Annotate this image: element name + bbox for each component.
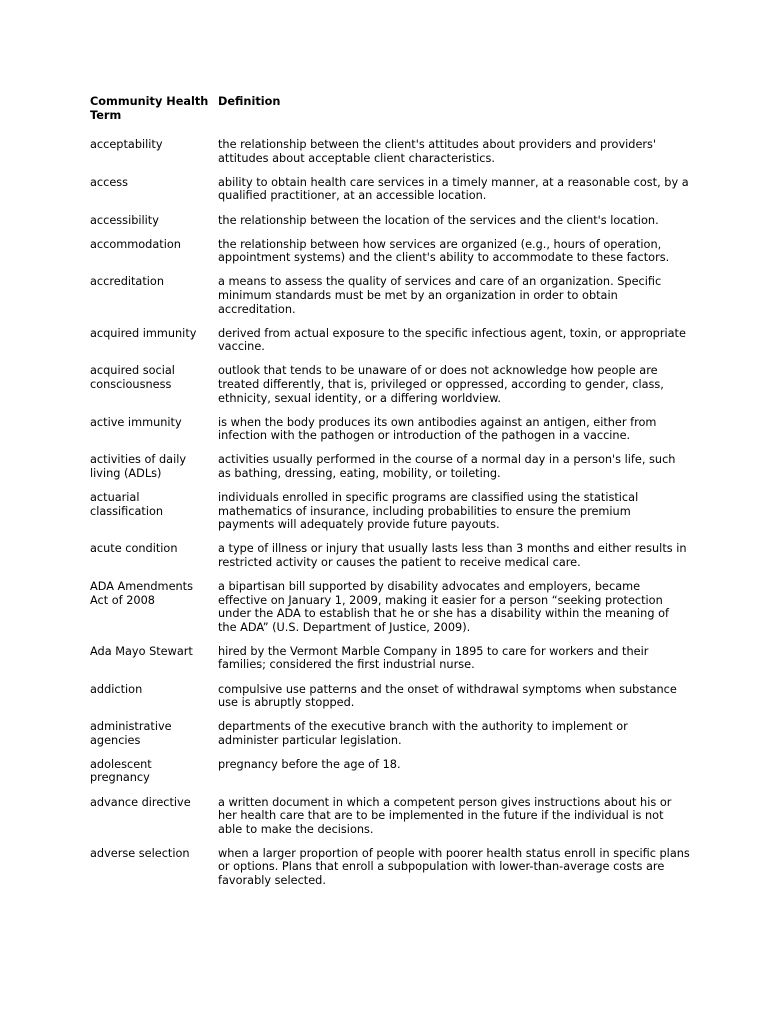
definition-cell: pregnancy before the age of 18.	[218, 757, 401, 771]
table-row	[90, 176, 690, 203]
definition-cell: the relationship between the client's attitudes about providers and providers' attitudes about acceptable client characteristics.	[218, 138, 657, 165]
table-row	[90, 238, 690, 265]
table-row	[90, 327, 690, 354]
term-column-header: Community Health Term	[90, 95, 209, 122]
definition-cell: is when the body produces its own antibodies against an antigen, either from infection with the pathogen or introduction of the pathogen in a vaccine.	[218, 415, 657, 443]
definition-cell: a written document in which a competent person gives instructions about his or her health care that are to be implemented in the future if the individual is not able to make the decisions.	[218, 795, 672, 836]
table-row	[90, 720, 690, 747]
table-row	[90, 138, 690, 165]
definition-column-header: Definition	[218, 95, 281, 108]
table-row	[90, 416, 690, 443]
definition-cell: activities usually performed in the course of a normal day in a person's life, such as bathing, dressing, eating, mobility, or toileting.	[218, 453, 676, 480]
definition-cell: ability to obtain health care services in a timely manner, at a reasonable cost, by a qualified practitioner, at an accessible location.	[218, 175, 689, 203]
definition-cell: departments of the executive branch with the authority to implement or administer particular legislation.	[218, 720, 628, 747]
table-row	[90, 491, 690, 532]
term-cell: active immunity	[90, 415, 182, 429]
definition-cell: derived from actual exposure to the specific infectious agent, toxin, or appropriate vaccine.	[218, 326, 686, 354]
definition-cell: outlook that tends to be unaware of or does not acknowledge how people are treated differently, that is, privileged or oppressed, according to gender, class, ethnicity, sexual identity, or a differing worldview.	[218, 364, 664, 405]
definition-cell: a type of illness or injury that usually lasts less than 3 months and either results in restricted activity or causes the patient to receive medical care.	[218, 542, 687, 569]
term-cell: actuarial classification	[90, 490, 164, 518]
term-cell: Ada Mayo Stewart	[90, 644, 193, 658]
term-cell: advance directive	[90, 795, 191, 809]
table-row	[90, 847, 690, 888]
definition-cell: hired by the Vermont Marble Company in 1895 to care for workers and their families; considered the first industrial nurse.	[218, 644, 649, 672]
term-cell: activities of daily living (ADLs)	[90, 453, 187, 480]
term-cell: adverse selection	[90, 846, 190, 860]
table-row	[90, 796, 690, 837]
term-cell: administrative agencies	[90, 720, 172, 747]
definition-cell: individuals enrolled in specific programs are classified using the statistical mathematics of insurance, including probabilities to ensure the premium payments will adequately provide future payouts.	[218, 490, 639, 532]
table-row	[90, 364, 690, 405]
table-row	[90, 758, 690, 785]
table-row	[90, 542, 690, 569]
term-cell: acute condition	[90, 542, 178, 556]
definition-cell: a means to assess the quality of services and care of an organization. Specific minimum standards must be met by an organization in order to obtain accreditation.	[218, 275, 662, 316]
table-row	[90, 214, 690, 228]
term-cell: acceptability	[90, 138, 163, 152]
glossary-table	[90, 95, 690, 898]
term-cell: acquired social consciousness	[90, 364, 175, 391]
term-cell: adolescent pregnancy	[90, 757, 152, 785]
definition-cell: the relationship between how services are organized (e.g., hours of operation, appointment systems) and the client's ability to accommodate to these factors.	[218, 237, 670, 265]
table-row	[90, 453, 690, 480]
term-cell: ADA Amendments Act of 2008	[90, 579, 193, 607]
definition-cell: a bipartisan bill supported by disability advocates and employers, became effective on January 1, 2009, making it easier for a person “seeking protection under the ADA to establish that he or she has a disability within the meaning of the ADA” (U.S. Department of Justice, 2009).	[218, 579, 669, 634]
definition-cell: when a larger proportion of people with poorer health status enroll in specific plans or options. Plans that enroll a subpopulation with lower-than-average costs are favorably selected.	[218, 846, 690, 888]
table-body	[90, 138, 690, 887]
table-row	[90, 683, 690, 710]
table-row	[90, 275, 690, 316]
term-cell: acquired immunity	[90, 326, 197, 340]
term-cell: accommodation	[90, 237, 181, 251]
term-cell: addiction	[90, 682, 143, 696]
definition-cell: compulsive use patterns and the onset of withdrawal symptoms when substance use is abruptly stopped.	[218, 682, 677, 710]
term-cell: accessibility	[90, 213, 159, 227]
definition-cell: the relationship between the location of the services and the client's location.	[218, 213, 659, 227]
term-cell: accreditation	[90, 275, 164, 289]
table-row	[90, 645, 690, 672]
table-row	[90, 580, 690, 634]
term-cell: access	[90, 175, 129, 189]
table-header	[90, 95, 690, 122]
